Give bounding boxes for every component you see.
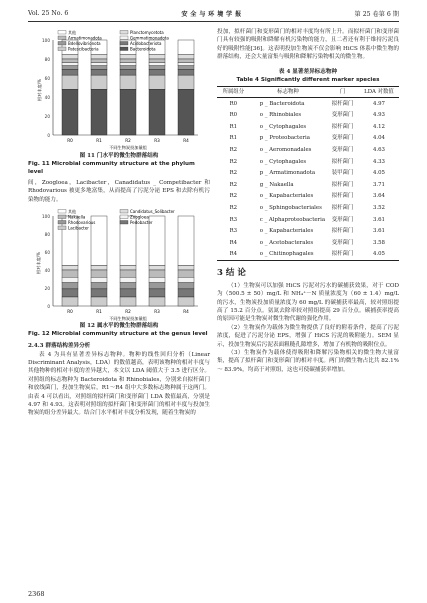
bar-segment <box>178 266 194 271</box>
bar-segment <box>120 63 136 66</box>
bar-segment <box>149 266 165 271</box>
table-cell: R2 <box>229 181 238 188</box>
bar-segment <box>149 54 165 59</box>
legend-label: Acidobacteriota <box>130 41 162 46</box>
legend-label: Pedobacter <box>130 220 153 226</box>
fig11-ytick: 100 <box>42 38 50 43</box>
bar-segment <box>178 54 194 59</box>
issue-info: 第 25 卷第 6 期 <box>354 10 399 18</box>
legend-swatch <box>120 36 128 40</box>
bar-segment <box>120 289 136 297</box>
fig12-caption-en: Fig. 12 Microbial community structure at the genus level <box>28 331 208 338</box>
paragraph-a: 间，Zoogloea，Lacibacter，Canadidatus _ Competibacter 和 Rhodovarious 被更多地富集，从而提高了污泥分泌 EPS 和去除有机污染物的能力。 <box>28 180 210 203</box>
table-row <box>217 168 399 180</box>
table-cell: 拟杆菌门 <box>331 228 354 235</box>
table-cell: 3.61 <box>372 228 385 235</box>
table-cell: 4.63 <box>372 147 385 153</box>
table-header: LDA 对数值 <box>359 86 399 97</box>
table-row <box>217 156 399 168</box>
bar-segment <box>149 270 165 277</box>
table-cell: 变形菌门 <box>331 112 354 119</box>
table-cell: 3.64 <box>372 193 385 200</box>
table-cell: R0 <box>229 112 238 119</box>
table-cell: 4.04 <box>372 135 385 142</box>
page-number: 2368 <box>28 590 45 598</box>
legend-label: Patescibacteria <box>68 46 99 52</box>
bar-segment <box>178 283 194 289</box>
legend-swatch <box>120 221 128 225</box>
bar-segment <box>91 297 107 306</box>
section-3-heading: 3 结 论 <box>217 268 246 279</box>
legend-swatch <box>58 221 66 225</box>
fig11-ytick: 40 <box>44 95 50 100</box>
legend-swatch <box>120 31 128 35</box>
table-cell: 拟杆菌门 <box>331 123 354 130</box>
bar-segment <box>62 289 78 297</box>
table-cell: 拟杆菌门 <box>326 249 359 261</box>
bar-segment <box>91 266 107 271</box>
bar-segment <box>149 289 165 297</box>
table-cell: p _ Proteobacteria <box>259 135 310 142</box>
bar-segment <box>178 75 194 89</box>
bar-segment <box>149 69 165 75</box>
table4-caption-cn: 表 4 显著差异标志物种 <box>278 68 338 75</box>
table-cell: 拟杆菌门 <box>331 100 354 107</box>
table-row <box>217 226 399 238</box>
bar-segment <box>62 283 78 289</box>
table-cell: o _ Kapabacteriales <box>259 228 314 235</box>
fig11-ytick: 60 <box>44 76 50 81</box>
table-cell: R3 <box>229 216 238 223</box>
bar-segment <box>91 89 107 135</box>
legend-label: 其他 <box>68 30 76 35</box>
fig12-xtick: R0 <box>67 309 73 315</box>
bar-segment <box>149 89 165 135</box>
figure-12-chart <box>28 208 210 322</box>
table-cell: R0 <box>229 100 238 107</box>
table-row <box>217 237 399 249</box>
table-cell: 变形菌门 <box>331 239 354 246</box>
table-cell: R2 <box>229 147 238 153</box>
paragraph-b: 表 4 为具有显著差异标志物种。物种的线性回归分析（Linear Discriminant Analysis，LDA）的数值越高，表明该物种的相对丰度与其他物种的相对丰度的差异越大，本文以 LDA 阈值大于 3.5 进行区分。对照组的标志物种为 Bacteroidota 和 Rhinobiales，分别来自拟杆菌门和放线菌门，投加生物炭后，R1～R4 组中大多数标志物种属于这两门。由表 4 可以看出，对照组的拟杆菌门和变形菌门 LDA 数值最高，分别是 4.97 和 4.93。这表明对照组的拟杆菌门和变形菌门的相对丰度与投加生物炭的组分差异最大。结合门水平相对丰度分析发现，随着生物炭的 <box>28 351 210 417</box>
table4-caption-en: Table 4 Significantly different marker species <box>236 76 380 83</box>
bar-segment <box>120 266 136 271</box>
bar-segment <box>91 69 107 75</box>
bar-segment <box>178 270 194 277</box>
fig11-xtick: R4 <box>183 138 189 143</box>
table-cell: p _ Armatimonadota <box>259 170 316 177</box>
fig12-xtick: R3 <box>154 309 160 315</box>
left-column <box>28 28 210 418</box>
legend-swatch <box>120 42 128 46</box>
section-2-4-3: 2.4.3 群落结构差异分析 <box>28 343 91 350</box>
table-cell: 3.52 <box>372 204 385 211</box>
bar-segment <box>149 297 165 306</box>
fig12-ytick: 0 <box>47 304 50 310</box>
bar-segment <box>62 270 78 277</box>
bar-segment <box>178 89 194 135</box>
table-row <box>217 144 399 156</box>
bar-segment <box>178 40 194 54</box>
table-cell: R2 <box>229 170 238 177</box>
bar-segment <box>91 277 107 282</box>
fig12-ytick: 100 <box>42 214 50 220</box>
legend-swatch <box>120 210 128 214</box>
legend-label: Armatimonadota <box>68 35 102 41</box>
table-cell: 装甲菌门 <box>331 170 354 177</box>
bar-segment <box>91 63 107 66</box>
table-cell: 4.05 <box>359 249 399 261</box>
table-cell: o _ Rhinobiales <box>259 112 302 119</box>
table-cell: c _ Alphaproteobacteria <box>259 216 326 223</box>
fig12-ytick: 60 <box>44 250 50 256</box>
fig11-xlabel: 不同生物炭投加量组 <box>109 145 147 150</box>
table-cell: g _ Nakaella <box>259 181 294 188</box>
bar-segment <box>120 59 136 63</box>
bar-segment <box>91 54 107 59</box>
bar-segment <box>62 69 78 75</box>
legend-label: Rhodovarious <box>68 220 96 226</box>
bar-segment <box>149 283 165 289</box>
header-rule <box>28 21 399 22</box>
table-row <box>217 110 399 122</box>
table-cell: R1 <box>229 123 238 130</box>
bar-segment <box>120 89 136 135</box>
table-cell: R4 <box>217 249 250 261</box>
volume-info: Vol. 25 No. 6 <box>28 9 69 17</box>
bar-segment <box>178 63 194 66</box>
bar-segment <box>120 54 136 59</box>
table-cell: o _ Kapabacteriales <box>259 193 314 200</box>
bar-segment <box>91 75 107 89</box>
bar-segment <box>178 66 194 70</box>
table-row <box>217 179 399 191</box>
table-cell: o _ Cytophagales <box>259 123 307 130</box>
bar-segment <box>120 75 136 89</box>
fig11-xtick: R3 <box>154 138 160 143</box>
bar-segment <box>149 63 165 66</box>
table-header: 标志物种 <box>250 86 326 97</box>
legend-label: Bacteroidota <box>130 46 156 52</box>
table-cell: 变形菌门 <box>331 147 354 153</box>
bar-segment <box>91 289 107 297</box>
bar-segment <box>120 283 136 289</box>
legend-label: Lacibacter <box>68 225 89 231</box>
bar-segment <box>178 289 194 297</box>
bar-segment <box>178 69 194 75</box>
bar-segment <box>62 54 78 59</box>
bar-segment <box>120 66 136 70</box>
bar-segment <box>91 66 107 70</box>
bar-segment <box>91 283 107 289</box>
bar-segment <box>178 277 194 282</box>
legend-label: Gemmatimonadota <box>130 35 169 41</box>
table-4 <box>217 86 399 262</box>
legend-label: Planctomycetota <box>130 30 164 35</box>
table-cell: o _ Cytophagales <box>259 158 307 165</box>
table-cell: 4.33 <box>372 158 385 165</box>
fig12-ytick: 80 <box>44 232 50 238</box>
fig11-xtick: R1 <box>96 138 102 143</box>
table-cell: R3 <box>229 228 238 235</box>
table-cell: 拟杆菌门 <box>331 204 354 211</box>
legend-label: Candidatus_Solibacter <box>130 209 175 215</box>
fig12-xtick: R1 <box>96 309 102 315</box>
table-cell: R2 <box>229 204 238 211</box>
legend-swatch <box>58 31 66 35</box>
bar-segment <box>62 66 78 70</box>
table-cell: o _ Chitinophagales <box>250 249 326 261</box>
fig11-ytick: 80 <box>44 57 50 62</box>
table-cell: 变形菌门 <box>331 216 354 223</box>
table-row <box>217 98 399 110</box>
table-cell: 3.58 <box>372 239 385 246</box>
table-cell: 3.61 <box>372 216 385 223</box>
running-header <box>28 7 399 19</box>
table-cell: 变形菌门 <box>331 135 354 142</box>
fig12-xtick: R4 <box>183 309 189 315</box>
fig12-caption-cn: 图 12 属水平的微生物群落结构 <box>79 323 159 330</box>
bar-segment <box>91 59 107 63</box>
bar-segment <box>120 270 136 277</box>
legend-swatch <box>58 42 66 46</box>
fig11-ytick: 0 <box>47 133 50 138</box>
bar-segment <box>62 75 78 89</box>
legend-swatch <box>58 226 66 230</box>
fig11-caption-cn: 图 11 门水平的微生物群落结构 <box>79 153 159 159</box>
table-cell: 拟杆菌门 <box>331 181 354 188</box>
conclusion-1: （1）生物炭可以加强 HiCS 污泥对污水的碳捕获效果，对于 COD 为（500.5 ± 50）mg/L 和 NH₄⁺－N 质量浓度为（60 ± 1.4）mg/L 的污水，生物炭投加质量浓度为 60 mg/L 的碳捕获率最高，较对照组提高了 15.2 百分点。氨氮去除率较对照组提高 29 百分点。碳捕获率提高的原因可能是生物炭对微生物代谢的强化作用。 <box>217 282 399 323</box>
legend-label: 其他 <box>68 209 76 215</box>
conclusion-2: （2）生物炭作为载体为微生物提供了良好的附着条件，提高了污泥浓度，促进了污泥分泌 EPS，增强了 HiCS 污泥的吸附能力。SEM 显示，投加生物炭后污泥表面粗糙孔隙增多，增加了有机物的吸附位点。 <box>217 324 399 348</box>
table-cell: o _ Sphingobacteriales <box>259 204 322 211</box>
legend-swatch <box>120 47 128 51</box>
fig12-xlabel: 不同生物炭投加量组 <box>109 316 147 322</box>
figure-11 <box>28 28 210 152</box>
table-cell: R2 <box>229 158 238 165</box>
table-cell: 拟杆菌门 <box>331 158 354 165</box>
table-cell: 拟杆菌门 <box>331 193 354 200</box>
table-cell: R2 <box>229 193 238 200</box>
legend-label: Zoogloea <box>130 214 149 220</box>
table-row <box>217 249 399 261</box>
table-cell: 4.12 <box>372 123 385 130</box>
fig11-ytick: 20 <box>44 114 50 119</box>
journal-name: 安 全 与 环 境 学 报 <box>181 10 242 18</box>
bar-segment <box>62 63 78 66</box>
bar-segment <box>62 89 78 135</box>
table-cell: 4.05 <box>372 170 385 177</box>
legend-label: Bdellovibrionota <box>68 41 101 46</box>
table-cell: R1 <box>229 135 238 142</box>
table-row <box>217 121 399 133</box>
fig11-xtick: R0 <box>67 138 73 143</box>
bar-segment <box>62 59 78 63</box>
bar-segment <box>120 69 136 75</box>
bar-segment <box>91 270 107 277</box>
table-cell: o _ Acetobacterales <box>259 239 314 246</box>
fig12-ytick: 40 <box>44 268 50 274</box>
fig11-caption-en: Fig. 11 Microbial community structure at the phylum level <box>28 161 195 175</box>
figure-12 <box>28 208 210 322</box>
figure-11-chart <box>28 28 210 152</box>
table-cell: p _ Bacteroidota <box>259 100 305 107</box>
legend-label: Nakaella <box>68 214 86 220</box>
bar-segment <box>149 277 165 282</box>
table-row <box>217 133 399 145</box>
legend-swatch <box>58 47 66 51</box>
legend-swatch <box>120 215 128 219</box>
bar-segment <box>62 297 78 306</box>
legend-swatch <box>58 210 66 214</box>
legend-swatch <box>58 215 66 219</box>
table-row <box>217 214 399 226</box>
bar-segment <box>120 277 136 282</box>
table-header: 门 <box>326 86 359 97</box>
bar-segment <box>120 297 136 306</box>
fig12-ytick: 20 <box>44 286 50 292</box>
table-cell: 4.97 <box>372 100 385 107</box>
bar-segment <box>149 75 165 89</box>
table-header: 所属组分 <box>217 86 250 97</box>
bar-segment <box>149 66 165 70</box>
fig12-xtick: R2 <box>125 309 131 315</box>
bar-segment <box>178 297 194 306</box>
table-cell: o _ Aeromonadales <box>259 147 312 153</box>
fig12-ylabel: 相对丰度/% <box>36 252 41 275</box>
fig11-xtick: R2 <box>125 138 131 143</box>
legend-swatch <box>58 36 66 40</box>
table-row <box>217 191 399 203</box>
bar-segment <box>62 266 78 271</box>
bar-segment <box>178 216 194 266</box>
table-cell: R4 <box>229 239 238 246</box>
fig11-ylabel: 相对丰度/% <box>37 78 42 102</box>
bar-segment <box>149 59 165 63</box>
bar-segment <box>178 59 194 63</box>
table-cell: 3.71 <box>372 181 385 188</box>
table-cell: 4.93 <box>372 112 385 119</box>
conclusion-3: （3）生物炭作为载体使得吸附和降解污染物相关的微生物大量富集，提高了拟杆菌门和变形菌门的相对丰度。两门的微生物占比共 82.1% ～ 83.9%，均高于对照组，这也可使碳捕获率增加。 <box>217 350 399 373</box>
right-column <box>217 28 399 374</box>
table-row <box>217 202 399 214</box>
bar-segment <box>62 277 78 282</box>
paragraph-c: 投加，拟杆菌门和变形菌门的相对丰度均有所上升。而拟杆菌门和变形菌门具有较强的吸附和降解有机污染物的能力，且二者还有利于维持污泥良好的吸附性能[36]。这表明投加生物炭不仅会影响 HiCS 体系中微生物的群落结构，还会大量富集与吸附和降解污染物相关的微生物。 <box>217 29 399 61</box>
